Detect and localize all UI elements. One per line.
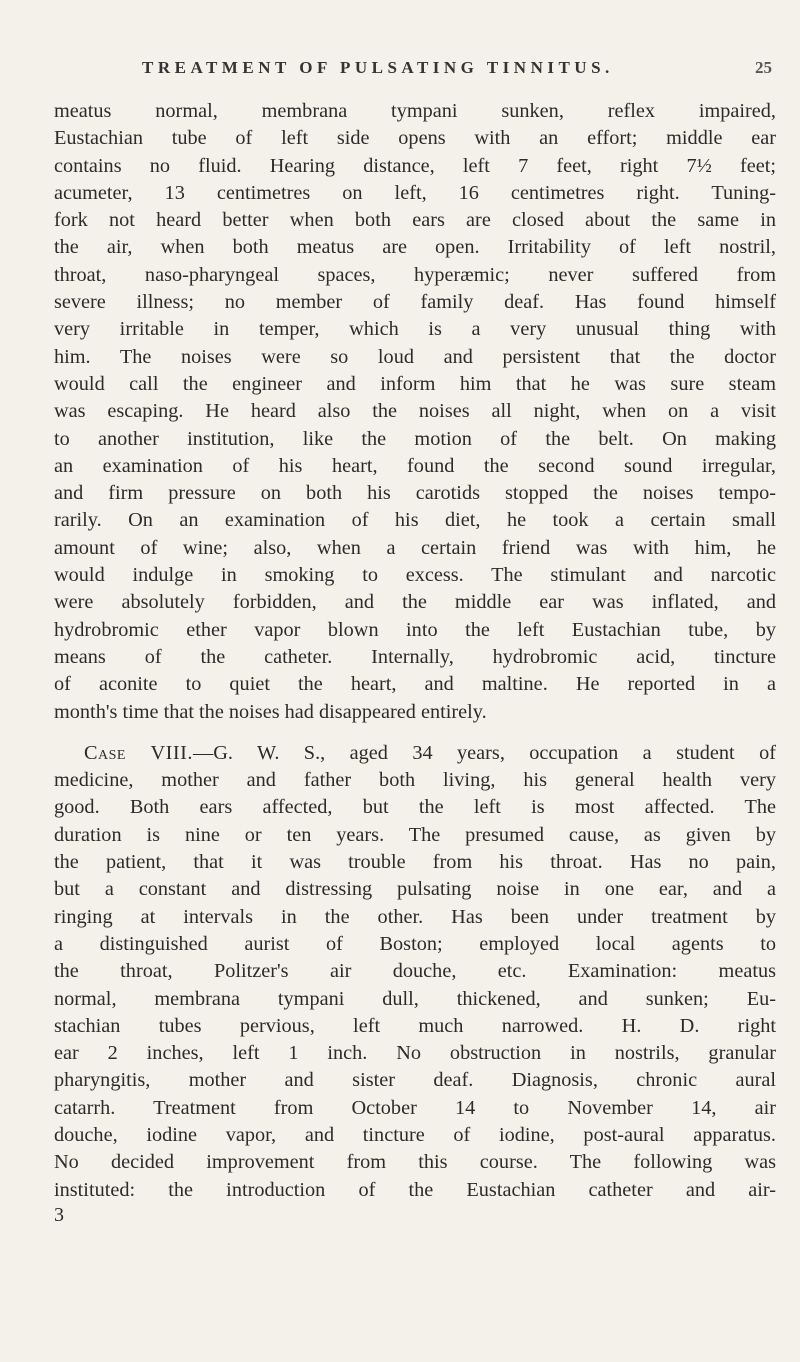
text-line: a distinguished aurist of Boston; employed local agents to (54, 932, 776, 955)
text-line: fork not heard better when both ears are closed about the same in (54, 209, 776, 232)
text-line: ringing at intervals in the other. Has been under treatment by (54, 905, 776, 928)
text-line: would call the engineer and inform him that he was sure steam (54, 372, 776, 395)
text-line: to another institution, like the motion of the belt. On making (54, 427, 776, 450)
text-line: of aconite to quiet the heart, and maltine. He reported in a (54, 673, 776, 696)
text-line: stachian tubes pervious, left much narrowed. H. D. right (54, 1014, 776, 1037)
running-head (54, 58, 776, 98)
text-line: very irritable in temper, which is a very unusual thing with (54, 318, 776, 341)
paragraph-case-viii (54, 740, 776, 1204)
text-line: month's time that the noises had disappeared entirely. (54, 700, 487, 723)
text-line: hydrobromic ether vapor blown into the left Eustachian tube, by (54, 618, 776, 641)
case-label: Case VIII. (84, 741, 193, 764)
text-line: but a constant and distressing pulsating noise in one ear, and a (54, 878, 776, 901)
page-number: 25 (755, 58, 772, 77)
text-line: No decided improvement from this course. The following was (54, 1151, 776, 1174)
text-line: and firm pressure on both his carotids stopped the noises tempo- (54, 482, 776, 505)
text-line: was escaping. He heard also the noises all night, when on a visit (54, 400, 776, 423)
text-line: throat, naso-pharyngeal spaces, hyperæmic; never suffered from (54, 263, 776, 286)
text-line: him. The noises were so loud and persistent that the doctor (54, 345, 776, 368)
text-line: the patient, that it was trouble from his throat. Has no pain, (54, 851, 776, 874)
text-line: pharyngitis, mother and sister deaf. Diagnosis, chronic aural (54, 1069, 776, 1092)
text-line: contains no fluid. Hearing distance, left 7 feet, right 7½ feet; (54, 154, 776, 177)
text-line: means of the catheter. Internally, hydrobromic acid, tincture (54, 645, 776, 668)
text-line: douche, iodine vapor, and tincture of iodine, post-aural apparatus. (54, 1123, 776, 1146)
text-line (54, 740, 776, 767)
text-line: amount of wine; also, when a certain friend was with him, he (54, 536, 776, 559)
text-line: duration is nine or ten years. The presumed cause, as given by (54, 823, 776, 846)
text-line: were absolutely forbidden, and the middle ear was inflated, and (54, 591, 776, 614)
text-line: meatus normal, membrana tympani sunken, reflex impaired, (54, 100, 776, 122)
text-line: the throat, Politzer's air douche, etc. Examination: meatus (54, 960, 776, 983)
text-line: an examination of his heart, found the second sound irregular, (54, 454, 776, 477)
text-line: instituted: the introduction of the Eustachian catheter and air- (54, 1178, 776, 1201)
case-first-line-text: —G. W. S., aged 34 years, occupation a student of (193, 741, 776, 764)
text-line: acumeter, 13 centimetres on left, 16 centimetres right. Tuning- (54, 181, 776, 204)
text-line: would indulge in smoking to excess. The stimulant and narcotic (54, 564, 776, 587)
text-line: the air, when both meatus are open. Irritability of left nostril, (54, 236, 776, 259)
text-line: medicine, mother and father both living, his general health very (54, 769, 776, 792)
text-line: ear 2 inches, left 1 inch. No obstruction in nostrils, granular (54, 1042, 776, 1065)
paragraph-gap (54, 726, 776, 740)
running-title: TREATMENT OF PULSATING TINNITUS. (142, 58, 614, 77)
text-line: catarrh. Treatment from October 14 to November 14, air (54, 1096, 776, 1119)
paragraph-continued-case (54, 98, 776, 726)
text-line: rarily. On an examination of his diet, he took a certain small (54, 509, 776, 532)
text-line: severe illness; no member of family deaf. Has found himself (54, 291, 776, 314)
text-line: Eustachian tube of left side opens with an effort; middle ear (54, 127, 776, 150)
text-line: normal, membrana tympani dull, thickened, and sunken; Eu- (54, 987, 776, 1010)
body-text (54, 98, 776, 1226)
signature-mark: 3 (54, 1203, 64, 1226)
text-line: good. Both ears affected, but the left is most affected. The (54, 796, 776, 819)
